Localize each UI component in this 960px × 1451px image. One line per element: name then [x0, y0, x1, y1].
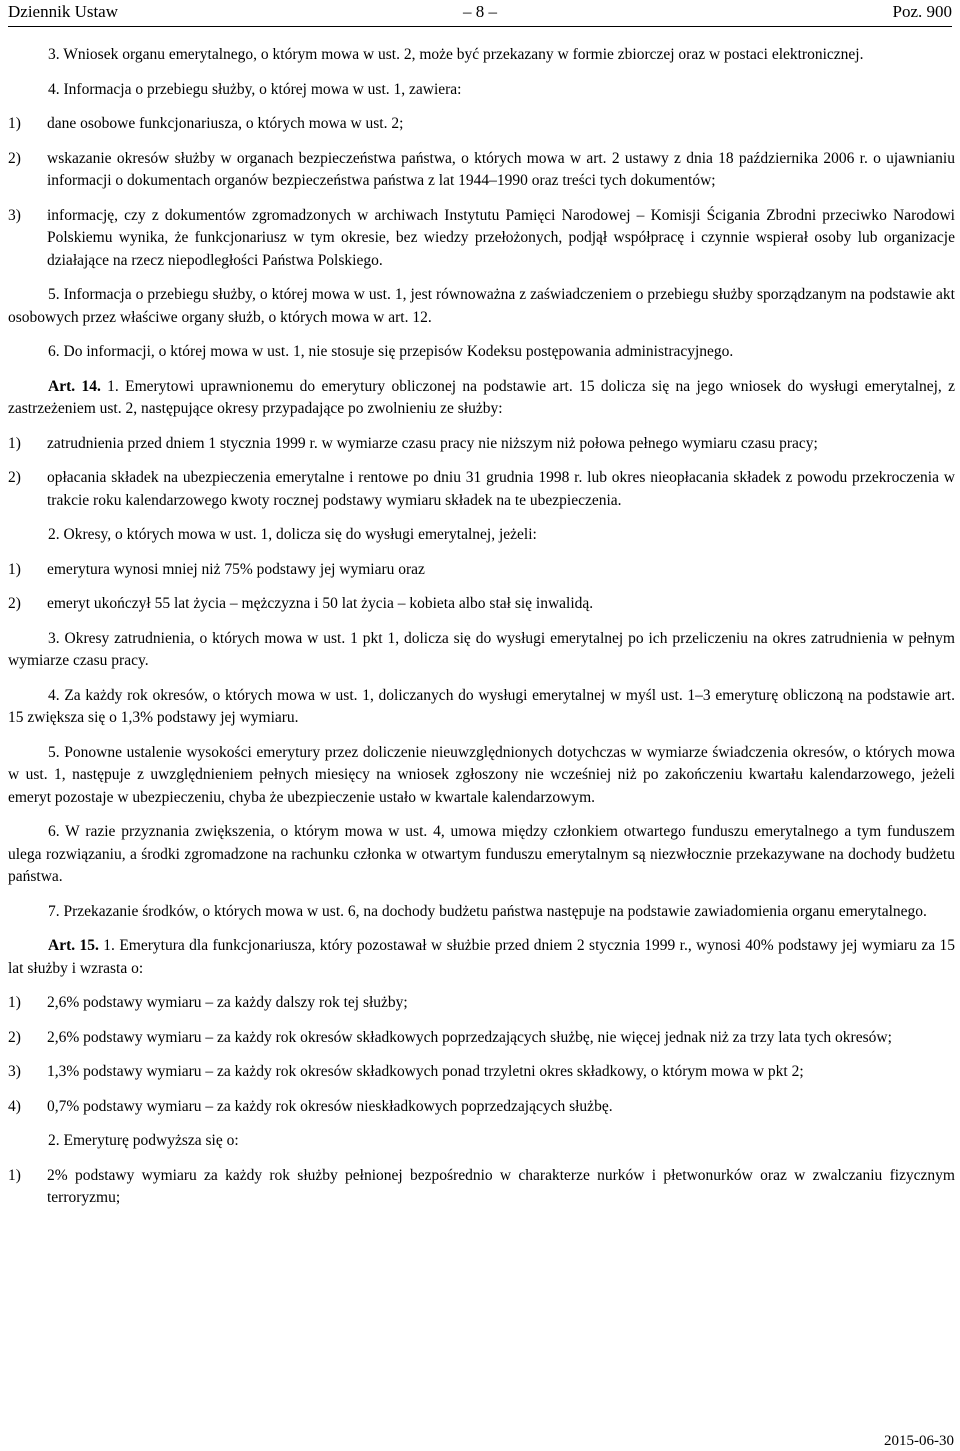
- list-item-text: zatrudnienia przed dniem 1 stycznia 1999 r. w wymiarze czasu pracy nie niższym niż połowa pełnego wymiaru czasu pracy;: [47, 434, 818, 452]
- document-body: [8, 44, 955, 1222]
- page-header: [8, 0, 952, 27]
- list-item: [8, 113, 955, 136]
- journal-title: Dziennik Ustaw: [8, 2, 119, 21]
- paragraph: 5. Ponowne ustalenie wysokości emerytury przez doliczenie nieuwzględnionych dotychczas w wymiarze świadczenia okresów, o których mowa w ust. 1, następuje z uwzględnieniem pełnych miesięcy na wniosek zgłoszony nie wcześniej niż po zakończeniu kwartału kalendarzowego, jeżeli emeryt pozostaje w ubezpieczeniu, chyba że ubezpieczenie ustało w kwartale kalendarzowym.: [8, 743, 955, 806]
- list-item-number: 3): [8, 1063, 21, 1080]
- list-item: [8, 1096, 955, 1119]
- list-item-number: 2): [8, 469, 21, 486]
- paragraph: 4. Za każdy rok okresów, o których mowa w ust. 1, doliczanych do wysługi emerytalnej w myśl ust. 1–3 emeryturę obliczoną na podstawie art. 15 zwiększa się o 1,3% podstawy jej wymiaru.: [8, 686, 955, 726]
- list-item: [8, 205, 955, 273]
- paragraph: 6. Do informacji, o której mowa w ust. 1, nie stosuje się przepisów Kodeksu postępowania administracyjnego.: [48, 343, 734, 360]
- article-paragraph: [8, 935, 955, 980]
- article-text: 1. Emerytura dla funkcjonariusza, który pozostawał w służbie przed dniem 2 stycznia 1999 r., wynosi 40% podstawy jej wymiaru za 15 lat służby i wzrasta o:: [8, 937, 955, 977]
- list-item-text: wskazanie okresów służby w organach bezpieczeństwa państwa, o których mowa w art. 2 ustawy z dnia 18 października 2006 r. o ujawnianiu informacji o dokumentach organów bezpieczeństwa państwa z lat 1944–1990 oraz treści tych dokumentów;: [47, 149, 955, 189]
- paragraph: 2. Okresy, o których mowa w ust. 1, dolicza się do wysługi emerytalnej, jeżeli:: [48, 526, 537, 543]
- list-item: [8, 1165, 955, 1210]
- article-number: Art. 15.: [48, 937, 99, 954]
- list-item: [8, 992, 955, 1015]
- list-item: [8, 1027, 955, 1050]
- list-item: [8, 148, 955, 193]
- paragraph: 7. Przekazanie środków, o których mowa w ust. 6, na dochody budżetu państwa następuje na podstawie zawiadomienia organu emerytalnego.: [48, 902, 927, 920]
- list-item-text: 1,3% podstawy wymiaru – za każdy rok okresów składkowych ponad trzyletni okres składkowy, o którym mowa w pkt 2;: [47, 1063, 804, 1080]
- list-item-text: 2,6% podstawy wymiaru – za każdy rok okresów składkowych poprzedzających służbę, nie więcej jednak niż za trzy lata tych okresów;: [47, 1028, 892, 1046]
- list-item: [8, 467, 955, 512]
- article-text: 1. Emerytowi uprawnionemu do emerytury obliczonej na podstawie art. 15 dolicza się na jego wniosek do wysługi emerytalnej, z zastrzeżeniem ust. 2, następujące okresy przypadające po zwolnieniu ze służby:: [8, 377, 955, 417]
- paragraph: 3. Okresy zatrudnienia, o których mowa w ust. 1 pkt 1, dolicza się do wysługi emerytalnej po ich przeliczeniu na okres zatrudnienia w pełnym wymiarze czasu pracy.: [8, 629, 955, 669]
- paragraph: 6. W razie przyznania zwiększenia, o którym mowa w ust. 4, umowa między członkiem otwartego funduszu emerytalnego a tym funduszem ulega rozwiązaniu, a środki zgromadzone na rachunku członka w otwartym funduszu emerytalnym są niezwłocznie przekazywane na dochody budżetu państwa.: [8, 823, 955, 885]
- article-paragraph: [8, 376, 955, 421]
- list-item-text: dane osobowe funkcjonariusza, o których mowa w ust. 2;: [47, 115, 404, 132]
- list-item-number: 2): [8, 595, 21, 612]
- list-item-text: 0,7% podstawy wymiaru – za każdy rok okresów nieskładkowych poprzedzających służbę.: [47, 1097, 613, 1115]
- list-item-text: emerytura wynosi mniej niż 75% podstawy jej wymiaru oraz: [47, 560, 425, 578]
- list-item-number: 1): [8, 434, 21, 452]
- list-item-number: 2): [8, 149, 21, 167]
- list-item: [8, 433, 955, 456]
- list-item-text: informację, czy z dokumentów zgromadzonych w archiwach Instytutu Pamięci Narodowej – Komisji Ścigania Zbrodni przeciwko Narodowi Polskiemu wynika, że funkcjonariusz w tym okresie, bez wiedzy przełożonych, podjął współpracę i czynnie wspierał osoby lub organizacje działające na rzecz niepodległości Państwa Polskiego.: [47, 206, 955, 269]
- position-number: Poz. 900: [892, 2, 952, 21]
- page-number: – 8 –: [463, 2, 497, 21]
- list-item-number: 1): [8, 1166, 21, 1184]
- list-item: [8, 1061, 955, 1084]
- footer-date: 2015-06-30: [884, 1433, 954, 1449]
- list-item-text: emeryt ukończył 55 lat życia – mężczyzna i 50 lat życia – kobieta albo stał się inwalidą.: [47, 595, 594, 612]
- article-number: Art. 14.: [48, 377, 101, 395]
- paragraph: 3. Wniosek organu emerytalnego, o którym mowa w ust. 2, może być przekazany w formie zbiorczej oraz w postaci elektronicznej.: [48, 46, 864, 63]
- list-item-number: 3): [8, 206, 21, 224]
- list-item: [8, 593, 955, 616]
- list-item-number: 1): [8, 560, 21, 578]
- list-item-number: 1): [8, 115, 21, 132]
- list-item-number: 1): [8, 994, 21, 1011]
- paragraph: 2. Emeryturę podwyższa się o:: [48, 1132, 239, 1149]
- list-item-text: 2% podstawy wymiaru za każdy rok służby pełnionej bezpośrednio w charakterze nurków i płetwonurków oraz w zwalczaniu fizycznym terroryzmu;: [47, 1166, 955, 1206]
- list-item: [8, 559, 955, 582]
- list-item-text: opłacania składek na ubezpieczenia emerytalne i rentowe po dniu 31 grudnia 1998 r. lub okres nieopłacania składek z powodu przekroczenia w trakcie roku kalendarzowego kwoty rocznej podstawy wymiaru składek na te ubezpieczenia.: [47, 469, 955, 509]
- list-item-text: 2,6% podstawy wymiaru – za każdy dalszy rok tej służby;: [47, 994, 408, 1011]
- list-item-number: 2): [8, 1028, 21, 1046]
- paragraph: 5. Informacja o przebiegu służby, o której mowa w ust. 1, jest równoważna z zaświadczeniem o przebiegu służby sporządzanym na podstawie akt osobowych przez właściwe organy służb, o których mowa w art. 12.: [8, 286, 955, 326]
- paragraph: 4. Informacja o przebiegu służby, o której mowa w ust. 1, zawiera:: [48, 80, 462, 98]
- list-item-number: 4): [8, 1097, 21, 1115]
